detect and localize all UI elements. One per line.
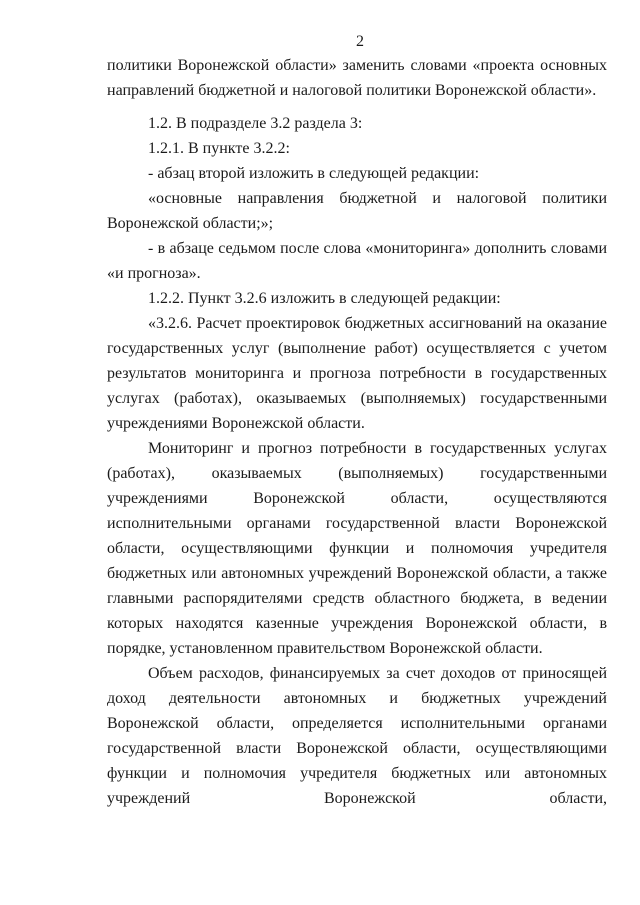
paragraph-clause-1-2-2: 1.2.2. Пункт 3.2.6 изложить в следующей редакции: <box>148 290 501 307</box>
document-body <box>107 53 607 811</box>
page-number: 2 <box>356 33 364 50</box>
paragraph-monitoring: Мониторинг и прогноз потребности в государственных услугах (работах), оказываемых (выполняемых) государственными учреждениями Воронежской области, осуществляются исполнительными органами государственной власти Воронежской области, осуществляющими функции и полномочия учредителя бюджетных или автономных учреждений Воронежской области, а также главными распорядителями средств областного бюджета, в ведении которых находятся казенные учреждения Воронежской области, в порядке, установленном правительством Воронежской области. <box>107 440 607 657</box>
paragraph-clause-1-2-1: 1.2.1. В пункте 3.2.2: <box>148 140 290 157</box>
paragraph-clause-3-2-6: «3.2.6. Расчет проектировок бюджетных ассигнований на оказание государственных услуг (выполнение работ) осуществляется с учетом результатов мониторинга и прогноза потребности в государственных услугах (работах), оказываемых (выполняемых) государственными учреждениями Воронежской области. <box>107 315 607 432</box>
paragraph-continuation: политики Воронежской области» заменить словами «проекта основных направлений бюджетной и налоговой политики Воронежской области». <box>107 57 607 99</box>
paragraph-item-abzac-sedmoy: - в абзаце седьмом после слова «мониторинга» дополнить словами «и прогноза». <box>107 240 607 282</box>
paragraph-clause-1-2: 1.2. В подразделе 3.2 раздела 3: <box>148 115 363 132</box>
paragraph-quote-directions: «основные направления бюджетной и налоговой политики Воронежской области;»; <box>107 190 607 232</box>
paragraph-item-abzac-vtoroy: - абзац второй изложить в следующей редакции: <box>148 165 480 182</box>
paragraph-expenses-volume: Объем расходов, финансируемых за счет доходов от приносящей доход деятельности автономных и бюджетных учреждений Воронежской области, определяется исполнительными органами государственной власти Воронежской области, осуществляющими функции и полномочия учредителя бюджетных или автономных учреждений Воронежской области, <box>107 665 607 807</box>
